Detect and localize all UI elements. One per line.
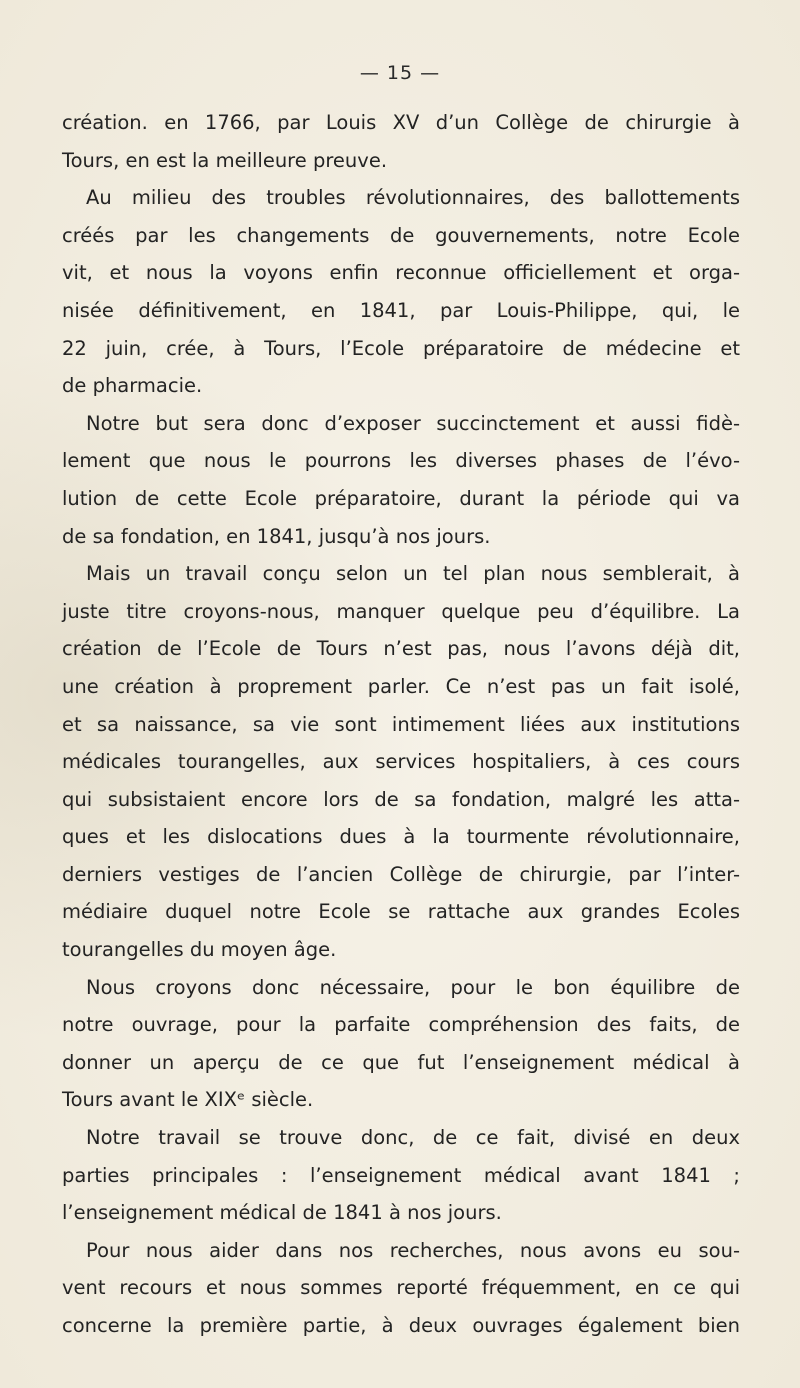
text-line: Tours, en est la meilleure preuve. [62,148,388,172]
text-line: créés par les changements de gouvernements, notre Ecole [62,223,740,247]
text-line: vent recours et nous sommes reporté fréquemment, en ce qui [62,1276,740,1300]
text-line: nisée définitivement, en 1841, par Louis-Philippe, qui, le [62,298,740,322]
text-line: médicales tourangelles, aux services hospitaliers, à ces cours [62,750,740,774]
text-line: l’enseignement médical de 1841 à nos jours. [62,1201,502,1225]
text-line: vit, et nous la voyons enfin reconnue officiellement et orga- [62,261,740,285]
text-line: médiaire duquel notre Ecole se rattache aux grandes Ecoles [62,900,740,924]
text-line: juste titre croyons-nous, manquer quelque peu d’équilibre. La [62,599,740,623]
text-line: Au milieu des troubles révolutionnaires, des ballottements [86,186,740,210]
page-number: — 15 — [359,62,441,84]
text-line: création de l’Ecole de Tours n’est pas, nous l’avons déjà dit, [62,637,740,661]
text-line: concerne la première partie, à deux ouvrages également bien [62,1314,740,1337]
text-line: Tours avant le XIXᵉ siècle. [62,1088,314,1112]
text-line: création. en 1766, par Louis XV d’un Collège de chirurgie à [62,111,740,134]
text-line: tourangelles du moyen âge. [62,938,337,962]
body-text [62,104,740,1345]
text-line: et sa naissance, sa vie sont intimement liées aux institutions [62,712,740,736]
text-line: donner un aperçu de ce que fut l’enseignement médical à [62,1050,740,1074]
text-line: lement que nous le pourrons les diverses phases de l’évo- [62,449,740,473]
text-line: qui subsistaient encore lors de sa fondation, malgré les atta- [62,787,740,811]
text-line: Notre travail se trouve donc, de ce fait, divisé en deux [86,1126,740,1150]
text-line: lution de cette Ecole préparatoire, durant la période qui va [62,486,740,510]
text-line: ques et les dislocations dues à la tourmente révolutionnaire, [62,825,740,849]
text-line: derniers vestiges de l’ancien Collège de chirurgie, par l’inter- [62,862,740,886]
text-line: Nous croyons donc nécessaire, pour le bon équilibre de [86,975,740,999]
text-line: de pharmacie. [62,374,203,398]
text-line: Pour nous aider dans nos recherches, nous avons eu sou- [86,1238,740,1262]
text-line: une création à proprement parler. Ce n’est pas un fait isolé, [62,674,740,698]
text-line: Notre but sera donc d’exposer succinctement et aussi fidè- [86,411,740,435]
text-line: 22 juin, crée, à Tours, l’Ecole préparatoire de médecine et [62,336,740,360]
text-line: notre ouvrage, pour la parfaite compréhension des faits, de [62,1013,740,1037]
text-line: de sa fondation, en 1841, jusqu’à nos jours. [62,524,491,548]
text-line: Mais un travail conçu selon un tel plan nous semblerait, à [86,562,740,586]
text-line: parties principales : l’enseignement médical avant 1841 ; [62,1163,740,1187]
